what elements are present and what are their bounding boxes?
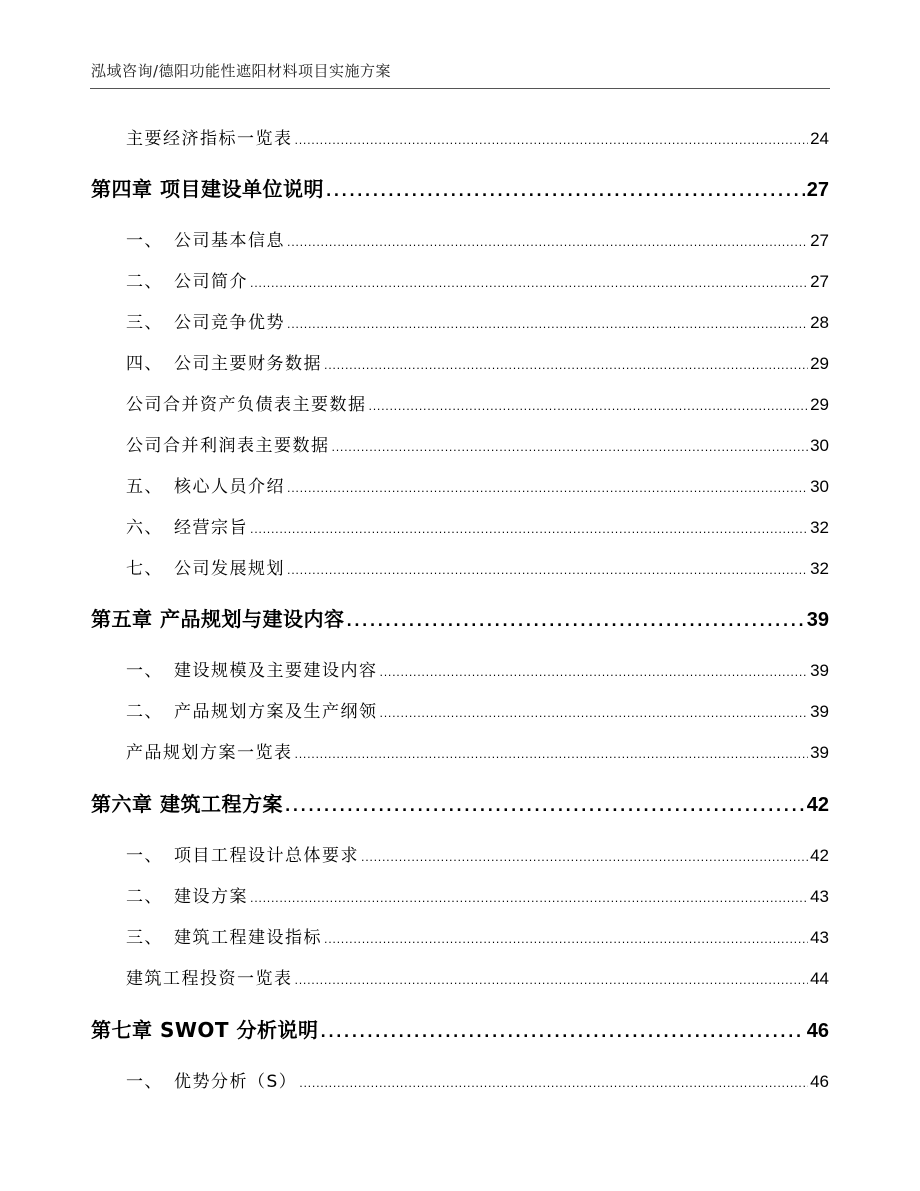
toc-entry-number: 六、: [126, 518, 163, 538]
toc-dot-leader: [295, 743, 809, 763]
toc-dot-leader: [285, 792, 805, 816]
toc-page-number: 43: [810, 887, 829, 906]
toc-entry[interactable]: [126, 964, 829, 989]
toc-entry[interactable]: [126, 226, 829, 251]
toc-dot-leader: [321, 1018, 805, 1042]
toc-page-number: 43: [810, 928, 829, 947]
toc-dot-leader: [361, 846, 808, 866]
toc-entry[interactable]: [126, 923, 829, 948]
toc-page-number: 32: [810, 559, 829, 578]
toc-dot-leader: [380, 702, 809, 722]
toc-page-number: 46: [806, 1020, 829, 1042]
toc-dot-leader: [369, 395, 809, 415]
toc-page-number: 27: [806, 179, 829, 201]
toc-entry[interactable]: [126, 738, 829, 763]
toc-page-number: 39: [810, 661, 829, 680]
toc-entry[interactable]: [126, 882, 829, 907]
header-divider: [90, 88, 830, 89]
toc-dot-leader: [324, 354, 808, 374]
toc-entry-title: 项目工程设计总体要求: [174, 846, 359, 866]
toc-page-number: 42: [806, 794, 829, 816]
toc-entry-title: 公司简介: [174, 272, 248, 292]
toc-page-number: 46: [810, 1072, 829, 1091]
toc-chapter-title: 第六章 建筑工程方案: [91, 792, 283, 816]
toc-chapter-title: 第五章 产品规划与建设内容: [91, 607, 345, 631]
toc-dot-leader: [332, 436, 809, 456]
toc-entry[interactable]: [126, 308, 829, 333]
toc-page-number: 30: [810, 477, 829, 496]
toc-entry-title: 主要经济指标一览表: [126, 129, 293, 149]
toc-entry-number: 一、: [126, 661, 163, 681]
toc-entry-title: 公司合并利润表主要数据: [126, 436, 330, 456]
toc-dot-leader: [299, 1072, 808, 1092]
toc-page-number: 27: [810, 272, 829, 291]
toc-entry[interactable]: [126, 554, 829, 579]
toc-dot-leader: [324, 928, 808, 948]
toc-dot-leader: [287, 477, 808, 497]
toc-entry-title: 优势分析（S）: [174, 1072, 298, 1092]
toc-entry[interactable]: [126, 841, 829, 866]
running-header: 泓域咨询/德阳功能性遮阳材料项目实施方案: [91, 62, 392, 80]
toc-dot-leader: [287, 231, 808, 251]
toc-chapter-entry[interactable]: [91, 788, 829, 817]
toc-page-number: 39: [810, 702, 829, 721]
toc-entry-title: 建设方案: [174, 887, 248, 907]
toc-dot-leader: [250, 518, 808, 538]
toc-page-number: 44: [810, 969, 829, 988]
toc-entry-number: 一、: [126, 1072, 163, 1092]
toc-entry-title: 建筑工程投资一览表: [126, 969, 293, 989]
toc-entry-title: 经营宗旨: [174, 518, 248, 538]
toc-page-number: 39: [810, 743, 829, 762]
toc-dot-leader: [250, 272, 808, 292]
toc-entry-title: 公司主要财务数据: [174, 354, 322, 374]
toc-entry[interactable]: [126, 267, 829, 292]
toc-entry-number: 三、: [126, 928, 163, 948]
toc-page-number: 29: [810, 395, 829, 414]
toc-entry-title: 建设规模及主要建设内容: [174, 661, 378, 681]
toc-dot-leader: [287, 559, 808, 579]
toc-entry[interactable]: [126, 1067, 829, 1092]
toc-entry-number: 五、: [126, 477, 163, 497]
toc-entry[interactable]: [126, 697, 829, 722]
toc-entry[interactable]: [126, 390, 829, 415]
toc-entry-number: 二、: [126, 272, 163, 292]
toc-page-number: 42: [810, 846, 829, 865]
toc-entry-title: 核心人员介绍: [174, 477, 285, 497]
toc-chapter-entry[interactable]: [91, 1014, 829, 1043]
toc-page-number: 27: [810, 231, 829, 250]
toc-entry[interactable]: [126, 349, 829, 374]
toc-dot-leader: [380, 661, 809, 681]
toc-dot-leader: [326, 177, 805, 201]
toc-page-number: 39: [806, 609, 829, 631]
toc-entry-number: 一、: [126, 231, 163, 251]
toc-entry-title: 产品规划方案及生产纲领: [174, 702, 378, 722]
toc-dot-leader: [346, 607, 804, 631]
toc-dot-leader: [295, 969, 809, 989]
toc-entry-number: 一、: [126, 846, 163, 866]
toc-chapter-title: 第四章 项目建设单位说明: [91, 177, 324, 201]
toc-page-number: 32: [810, 518, 829, 537]
toc-entry-title: 产品规划方案一览表: [126, 743, 293, 763]
toc-entry-number: 二、: [126, 702, 163, 722]
toc-dot-leader: [295, 129, 809, 149]
toc-chapter-title: 第七章 SWOT 分析说明: [91, 1018, 319, 1042]
toc-entry-title: 建筑工程建设指标: [174, 928, 322, 948]
toc-entry[interactable]: [126, 431, 829, 456]
toc-entry-title: 公司基本信息: [174, 231, 285, 251]
toc-page-number: 30: [810, 436, 829, 455]
toc-dot-leader: [250, 887, 808, 907]
toc-entry-number: 七、: [126, 559, 163, 579]
toc-entry-number: 四、: [126, 354, 163, 374]
toc-entry-title: 公司发展规划: [174, 559, 285, 579]
toc-entry[interactable]: [126, 656, 829, 681]
toc-chapter-entry[interactable]: [91, 603, 829, 632]
toc-entry-title: 公司竞争优势: [174, 313, 285, 333]
toc-page-number: 24: [810, 129, 829, 148]
toc-chapter-entry[interactable]: [91, 173, 829, 202]
toc-entry[interactable]: [126, 513, 829, 538]
toc-entry[interactable]: [126, 124, 829, 149]
toc-entry[interactable]: [126, 472, 829, 497]
toc-entry-number: 二、: [126, 887, 163, 907]
toc-page-number: 28: [810, 313, 829, 332]
toc-page-number: 29: [810, 354, 829, 373]
toc-dot-leader: [287, 313, 808, 333]
toc-entry-number: 三、: [126, 313, 163, 333]
toc-entry-title: 公司合并资产负债表主要数据: [126, 395, 367, 415]
